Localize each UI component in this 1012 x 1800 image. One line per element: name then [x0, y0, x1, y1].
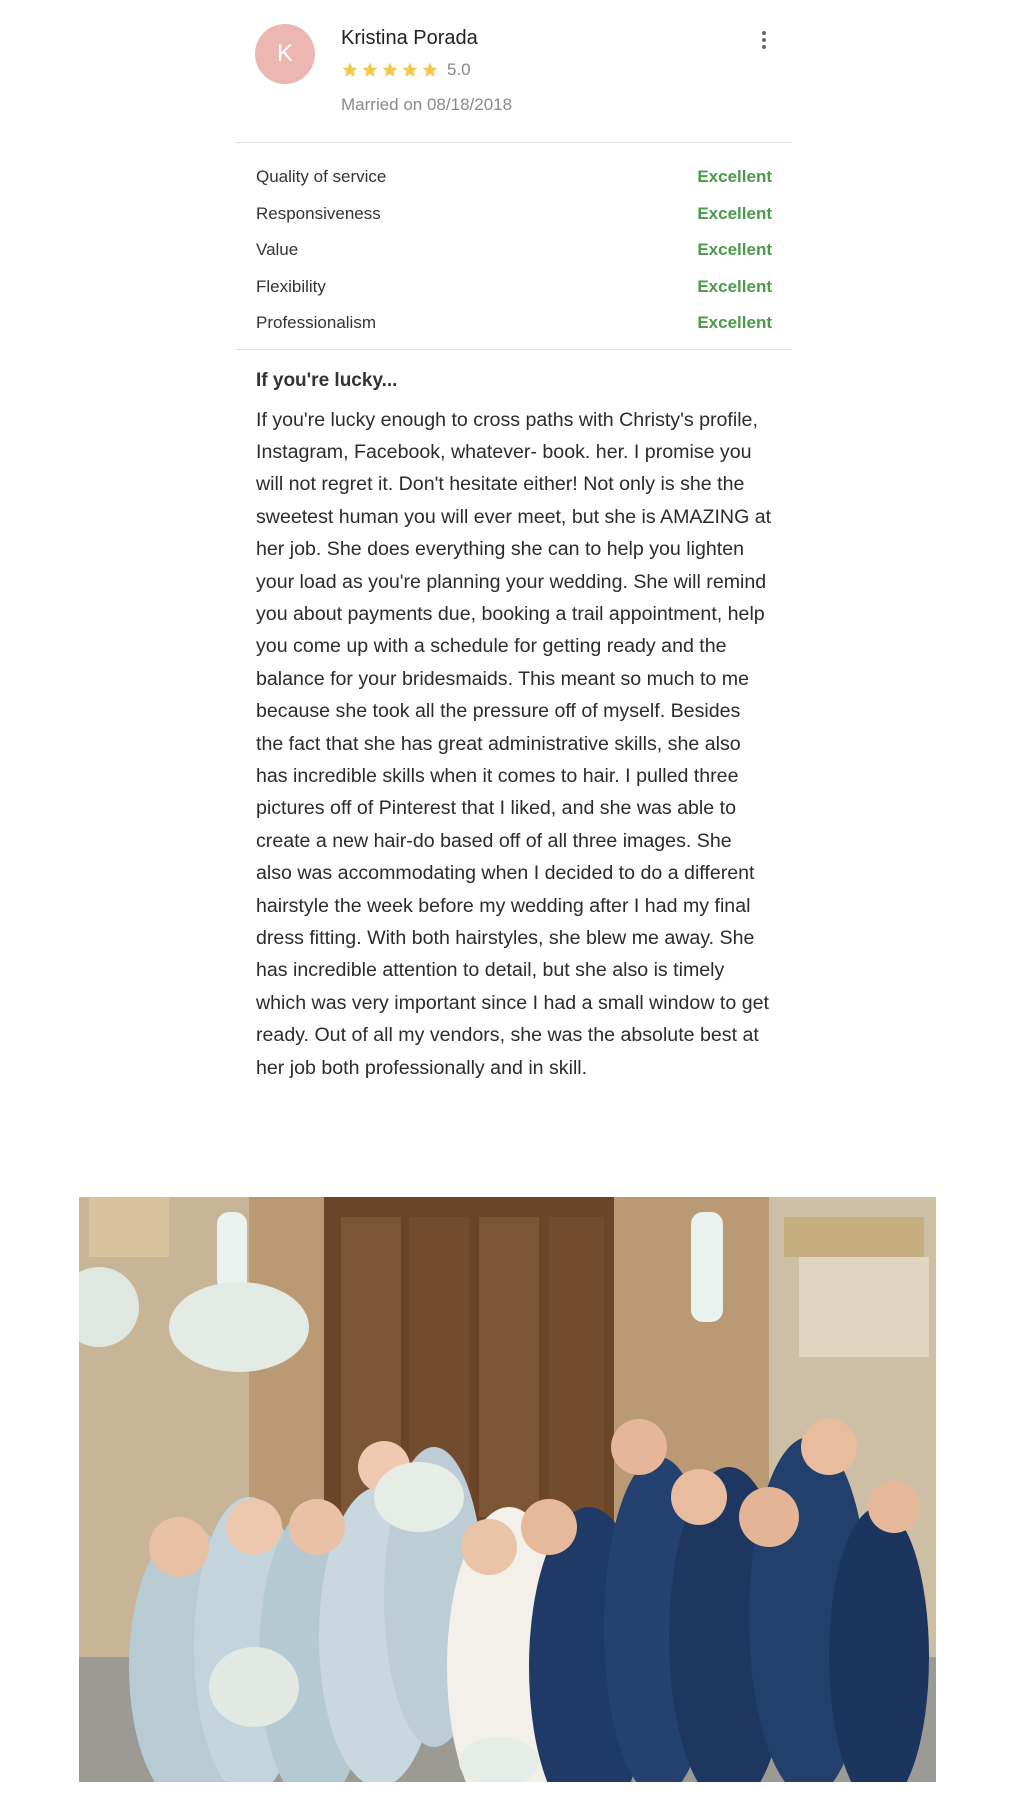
rating-label: Professionalism — [256, 313, 376, 333]
rating-value: 5.0 — [447, 60, 471, 79]
rating-item-flexibility — [256, 269, 772, 306]
rating-label: Quality of service — [256, 167, 387, 187]
rating-label: Flexibility — [256, 276, 326, 296]
review-card — [236, 0, 792, 1084]
rating-score: Excellent — [697, 276, 772, 296]
review-title: If you're lucky... — [256, 369, 398, 391]
rating-score: Excellent — [697, 203, 772, 223]
review-header — [236, 0, 792, 142]
star-rating — [341, 61, 441, 79]
wedding-photo-icon — [79, 1197, 936, 1782]
rating-score: Excellent — [697, 167, 772, 187]
ratings-list — [236, 143, 792, 349]
rating-row — [341, 60, 471, 80]
more-options-icon[interactable] — [756, 28, 772, 52]
avatar: K — [255, 24, 315, 84]
review-text: If you're lucky enough to cross paths with Christy's profile, Instagram, Facebook, whatever- book. her. I promise you will not regret it. Don't hesitate either! Not only is she the sweetest human you will ever meet, but she is AMAZING at her job. She does everything she can to help you lighten your load as you're planning your wedding. She will remind you about payments due, booking a trail appointment, help you come up with a schedule for getting ready and the balance for your bridesmaids. This meant so much to me because she took all the pressure off of myself. Besides the fact that she has great administrative skills, she also has incredible skills when it comes to hair. I pulled three pictures off of Pinterest that I liked, and she was able to create a new hair-do based off of all three images. She also was accommodating when I decided to do a different hairstyle the week before my wedding after I had my final dress fitting. With both hairstyles, she blew me away. She has incredible attention to detail, but she also is timely which was very important since I had a small window to get ready. Out of all my vendors, she was the absolute best at her job both professionally and in skill. — [256, 408, 772, 1079]
review-photo[interactable] — [79, 1197, 936, 1782]
rating-score: Excellent — [697, 240, 772, 260]
rating-item-value — [256, 232, 772, 269]
star-icon — [361, 61, 379, 79]
dot — [762, 31, 766, 35]
rating-label: Responsiveness — [256, 203, 381, 223]
reviewer-name: Kristina Porada — [341, 27, 478, 49]
star-icon — [341, 61, 359, 79]
review-body — [236, 350, 792, 1085]
married-date: Married on 08/18/2018 — [341, 95, 513, 114]
rating-score: Excellent — [697, 313, 772, 333]
star-icon — [421, 61, 439, 79]
rating-label: Value — [256, 240, 299, 260]
star-icon — [401, 61, 419, 79]
dot — [762, 38, 766, 42]
rating-item-responsiveness — [256, 196, 772, 233]
rating-item-quality — [256, 159, 772, 196]
dot — [762, 45, 766, 49]
star-icon — [381, 61, 399, 79]
rating-item-professionalism — [256, 305, 772, 342]
